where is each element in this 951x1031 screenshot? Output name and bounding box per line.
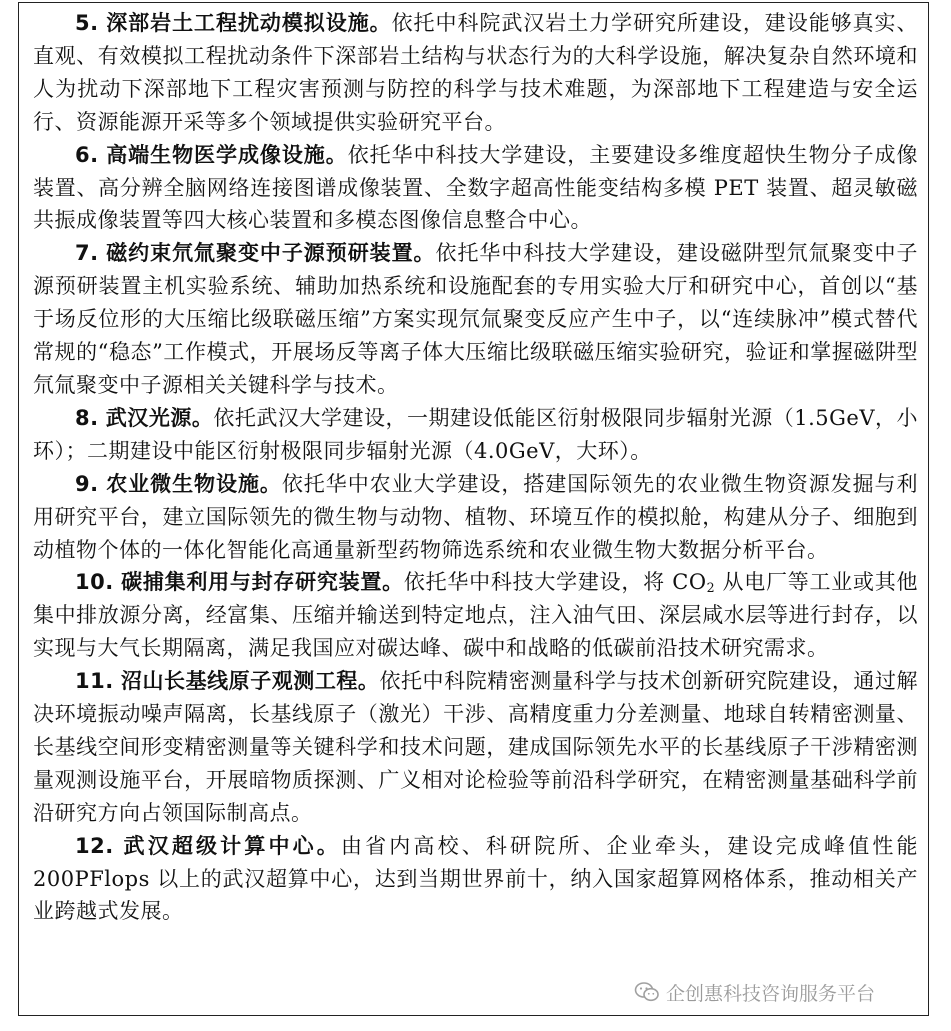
- watermark: [630, 978, 881, 1006]
- item-number: 10.: [75, 570, 114, 595]
- item-text: 由省内高校、科研院所、企业牵头，建设完成峰值性能 200PFlops 以上的武汉超算中心，达到当期世界前十，纳入国家超算网格体系，推动相关产业跨越式发展。: [33, 833, 919, 924]
- co2-subscript: 2: [706, 580, 716, 596]
- item-heading: 磁约束氘氚聚变中子源预研装置。: [106, 241, 436, 266]
- item-12: [33, 830, 918, 929]
- item-heading: 高端生物医学成像设施。: [106, 142, 348, 167]
- item-text: 依托华中科技大学建设，建设磁阱型氘氚聚变中子源预研装置主机实验系统、辅助加热系统和设施配套的专用实验大厅和研究中心，首创以“基于场反位形的大压缩比级联磁压缩”方案实现氘氚聚变反应产生中子，以“连续脉冲”模式替代常规的“稳态”工作模式，开展场反等离子体大压缩比级联磁压缩实验研究，验证和掌握磁阱型氘氚聚变中子源相关关键科学与技术。: [33, 241, 919, 397]
- item-10: [33, 566, 918, 665]
- item-5: [33, 7, 918, 139]
- item-number: 12.: [75, 833, 114, 858]
- item-text: 依托武汉大学建设，一期建设低能区衍射极限同步辐射光源（1.5GeV，小环）；二期建设中能区衍射极限同步辐射光源（4.0GeV，大环）。: [33, 405, 919, 463]
- item-6: [33, 139, 918, 238]
- watermark-text: 企创惠科技咨询服务平台: [666, 982, 876, 1005]
- wechat-icon: [634, 981, 660, 1003]
- item-heading: 武汉超级计算中心。: [123, 833, 341, 858]
- item-heading: 碳捕集利用与封存研究装置。: [121, 570, 404, 595]
- item-number: 8.: [75, 405, 99, 430]
- item-number: 9.: [75, 471, 99, 496]
- item-number: 11.: [75, 669, 114, 694]
- item-heading: 农业微生物设施。: [106, 471, 282, 496]
- item-text-post: 从电厂等工业或其他集中排放源分离，经富集、压缩并输送到特定地点，注入油气田、深层咸水层等进行封存，以实现与大气长期隔离，满足我国应对碳达峰、碳中和战略的低碳前沿技术研究需求。: [33, 570, 918, 661]
- item-number: 7.: [75, 241, 99, 266]
- item-number: 6.: [75, 142, 99, 167]
- document-body: [33, 7, 918, 928]
- item-text-pre: 依托华中科技大学建设，将 CO: [403, 570, 707, 595]
- item-text: 依托中科院精密测量科学与技术创新研究院建设，通过解决环境振动噪声隔离，长基线原子（激光）干涉、高精度重力分差测量、地球自转精密测量、长基线空间形变精密测量等关键科学和技术问题，建成国际领先水平的长基线原子干涉精密测量观测设施平台，开展暗物质探测、广义相对论检验等前沿科学研究，在精密测量基础科学前沿研究方向占领国际制高点。: [33, 669, 919, 825]
- item-9: [33, 468, 918, 567]
- item-heading: 深部岩土工程扰动模拟设施。: [106, 11, 392, 35]
- item-text: 依托华中农业大学建设，搭建国际领先的农业微生物资源发掘与利用研究平台，建立国际领先的微生物与动物、植物、环境互作的模拟舱，构建从分子、细胞到动植物个体的一体化智能化高通量新型药物筛选系统和农业微生物大数据分析平台。: [33, 471, 919, 562]
- item-text: 依托华中科技大学建设，主要建设多维度超快生物分子成像装置、高分辨全脑网络连接图谱成像装置、全数字超高性能变结构多模 PET 装置、超灵敏磁共振成像装置等四大核心装置和多模态图像信息整合中心。: [33, 142, 919, 233]
- item-number: 5.: [75, 11, 99, 35]
- item-7: [33, 237, 918, 402]
- document-frame: [18, 2, 929, 1016]
- item-heading: 武汉光源。: [105, 405, 214, 430]
- item-text: 依托中科院武汉岩土力学研究所建设，建设能够真实、直观、有效模拟工程扰动条件下深部岩土结构与状态行为的大科学设施，解决复杂自然环境和人为扰动下深部地下工程灾害预测与防控的科学与技术难题，为深部地下工程建造与安全运行、资源能源开采等多个领域提供实验研究平台。: [33, 11, 919, 134]
- item-11: [33, 665, 918, 830]
- item-8: [33, 402, 918, 468]
- item-heading: 沼山长基线原子观测工程。: [120, 669, 380, 694]
